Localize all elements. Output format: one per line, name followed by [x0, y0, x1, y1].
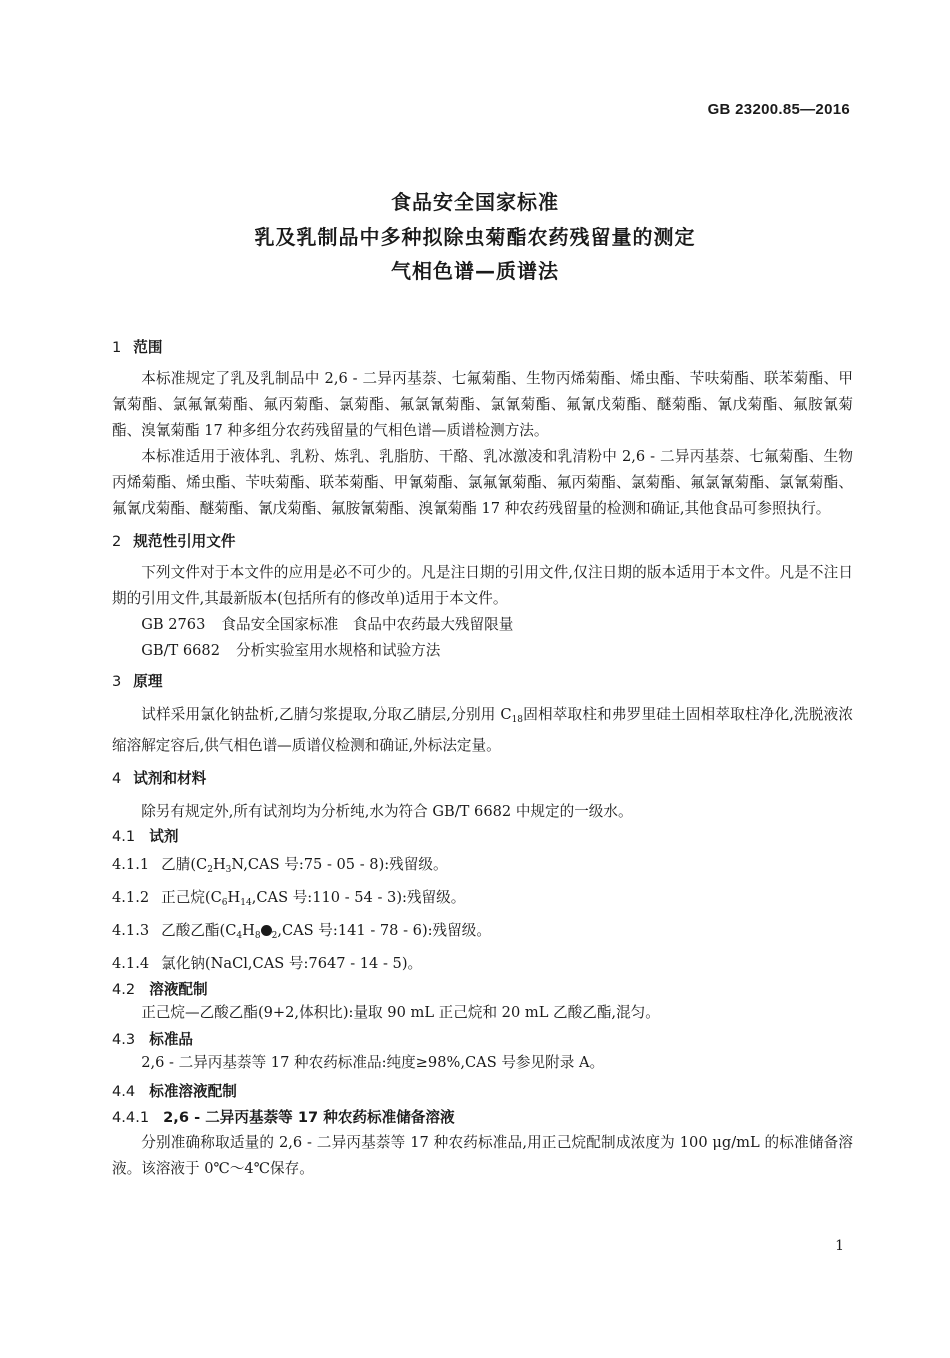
title-line-1: 食品安全国家标准 [391, 190, 559, 214]
section-2-paragraph: 下列文件对于本文件的应用是必不可少的。凡是注日期的引用文件,仅注日期的版本适用于本文件。凡是不注日期的引用文件,其最新版本(包括所有的修改单)适用于本文件。 [112, 564, 853, 607]
text-run: 氯化钠(NaCl,CAS 号:7647 - 14 - 5)。 [161, 955, 423, 972]
subscript: 2 [207, 865, 213, 875]
reference-title: 食品安全国家标准 食品中农药最大残留限量 [221, 616, 514, 633]
section-label: 试剂和材料 [133, 770, 207, 787]
section-4-paragraph: 除另有规定外,所有试剂均为分析纯,水为符合 GB/T 6682 中规定的一级水。 [141, 803, 633, 820]
text-run: ,CAS 号:141 - 78 - 6):残留级。 [277, 922, 491, 939]
section-4-4-heading [112, 1082, 853, 1102]
reference-item [112, 612, 853, 638]
section-number: 4.4 [112, 1083, 136, 1100]
reagent-item-4-1-1 [112, 851, 853, 884]
subscript: 3 [225, 865, 232, 875]
section-4-3-heading [112, 1030, 853, 1050]
section-number: 4.3 [112, 1031, 136, 1048]
section-4-1-heading [112, 827, 853, 847]
text-run: H [242, 922, 255, 939]
subscript: 2 [271, 931, 278, 941]
section-4-4-1-heading [112, 1108, 853, 1128]
subscript: 14 [240, 898, 252, 908]
section-label: 溶液配制 [149, 981, 208, 998]
section-label: 标准品 [149, 1031, 194, 1048]
reference-title: 分析实验室用水规格和试验方法 [236, 642, 441, 659]
section-label: 试剂 [149, 828, 179, 845]
title-line-2: 乳及乳制品中多种拟除虫菊酯农药残留量的测定 [254, 225, 696, 249]
section-4-heading [112, 769, 853, 789]
text-run: H [227, 889, 241, 906]
subscript: 6 [221, 898, 228, 908]
reagent-item-4-1-4 [112, 950, 853, 978]
section-1-paragraph-1: 本标准规定了乳及乳制品中 2,6 - 二异丙基萘、七氟菊酯、生物丙烯菊酯、烯虫酯、苄呋菊酯、联苯菊酯、甲氰菊酯、氯氟氰菊酯、氟丙菊酯、氯菊酯、氟氯氰菊酯、氯氰菊酯、氟氰戊菊酯、醚菊酯、氰戊菊酯、氟胺氰菊酯、溴氰菊酯 17 种多组分农药残留量的气相色谱—质谱检测方法。 [112, 370, 853, 439]
section-4-3-text: 2,6 - 二异丙基萘等 17 种农药标准品:纯度≥98%,CAS 号参见附录 A。 [141, 1054, 605, 1071]
item-number: 4.1.3 [112, 922, 150, 939]
text-run: N,CAS 号:75 - 05 - 8):残留级。 [231, 856, 448, 873]
text-run: ,CAS 号:110 - 54 - 3):残留级。 [251, 889, 466, 906]
reagent-item-4-1-3 [112, 917, 853, 950]
section-number: 4 [112, 770, 122, 787]
text-run: 试样采用氯化钠盐析,乙腈匀浆提取,分取乙腈层,分别用 C [141, 706, 512, 723]
section-number: 4.4.1 [112, 1109, 150, 1126]
section-number: 4.1 [112, 828, 136, 845]
text-run: 乙酸乙酯(C [161, 922, 237, 939]
title-line-3: 气相色谱—质谱法 [391, 259, 559, 283]
subscript: 18 [511, 715, 524, 725]
reference-code: GB 2763 [141, 616, 206, 633]
text-run: 正己烷(C [161, 889, 222, 906]
page-number: 1 [835, 1238, 844, 1254]
section-3-paragraph [112, 702, 853, 759]
section-4-2-text: 正己烷—乙酸乙酯(9+2,体积比):量取 90 mL 正己烷和 20 mL 乙酸乙酯,混匀。 [141, 1004, 660, 1021]
section-number: 2 [112, 533, 122, 550]
section-number: 4.2 [112, 981, 136, 998]
section-1-paragraph-2: 本标准适用于液体乳、乳粉、炼乳、乳脂肪、干酪、乳冰激凌和乳清粉中 2,6 - 二异丙基萘、七氟菊酯、生物丙烯菊酯、烯虫酯、苄呋菊酯、联苯菊酯、甲氰菊酯、氯氟氰菊酯、氟丙菊酯、氯菊酯、氟氯氰菊酯、氯氰菊酯、氟氰戊菊酯、醚菊酯、氰戊菊酯、氟胺氰菊酯、溴氰菊酯 17 种农药残留量的检测和确证,其他食品可参照执行。 [112, 448, 853, 517]
document-code: GB 23200.85—2016 [707, 101, 850, 118]
section-4-2-heading [112, 980, 853, 1000]
section-label: 范围 [133, 339, 163, 356]
text-run: 固相萃取柱和弗罗里硅土固相萃取柱净化,洗脱液浓缩溶解定容后,供气相色谱—质谱仪检测和确证,外标法定量。 [112, 706, 853, 754]
item-number: 4.1.4 [112, 955, 150, 972]
section-4-4-1-text: 分别准确称取适量的 2,6 - 二异丙基萘等 17 种农药标准品,用正己烷配制成浓度为 100 μg/mL 的标准储备溶液。该溶液于 0℃～4℃保存。 [112, 1134, 853, 1177]
section-label: 标准溶液配制 [149, 1083, 237, 1100]
section-label: 原理 [133, 673, 163, 690]
document-body [112, 338, 853, 1182]
reagent-item-4-1-2 [112, 884, 853, 917]
subscript: 4 [236, 931, 243, 941]
reference-code: GB/T 6682 [141, 642, 220, 659]
obscured-glyph-icon [261, 925, 272, 936]
section-3-heading [112, 672, 853, 692]
section-label: 2,6 - 二异丙基萘等 17 种农药标准储备溶液 [163, 1109, 455, 1126]
section-1-heading [112, 338, 853, 358]
text-run: 乙腈(C [161, 856, 208, 873]
text-run: H [212, 856, 226, 873]
section-2-heading [112, 532, 853, 552]
reference-item [112, 638, 853, 664]
section-label: 规范性引用文件 [133, 533, 236, 550]
item-number: 4.1.2 [112, 889, 150, 906]
subscript: 8 [254, 931, 261, 941]
item-number: 4.1.1 [112, 856, 150, 873]
section-number: 3 [112, 673, 122, 690]
section-number: 1 [112, 339, 122, 356]
